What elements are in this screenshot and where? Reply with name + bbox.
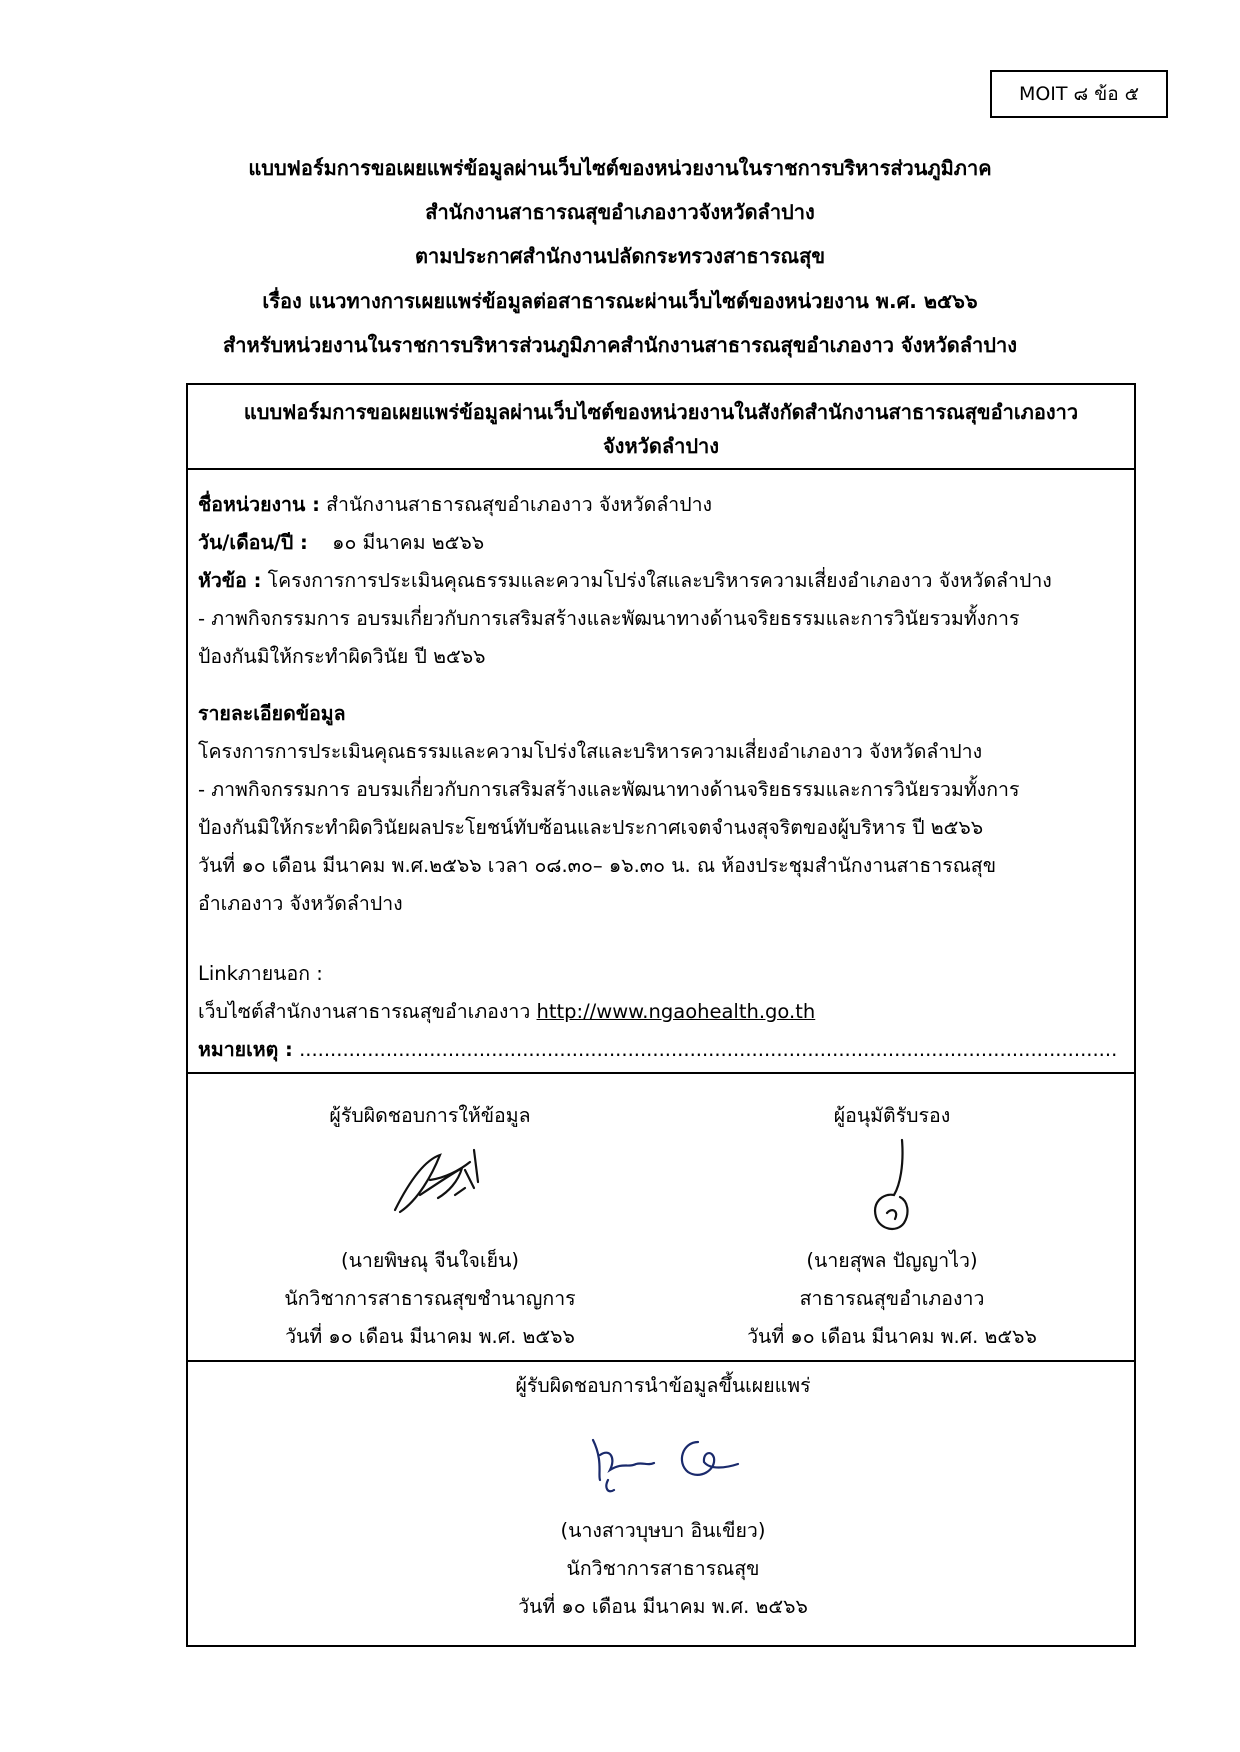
left-signature-image <box>370 1140 510 1230</box>
details-heading <box>198 698 1124 729</box>
note-dots: .................................................................................................................................... <box>299 1038 1118 1061</box>
note-row <box>198 1034 1124 1065</box>
unit-value: สำนักงานสาธารณสุขอำเภองาว จังหวัดลำปาง <box>326 493 713 516</box>
link-label: Linkภายนอก : <box>198 962 323 985</box>
details-line-3: ป้องกันมิให้กระทำผิดวินัยผลประโยชน์ทับซ้อนและประกาศเจตจำนงสุจริตของผู้บริหาร ปี ๒๕๖๖ <box>198 816 984 839</box>
header-title-line-3: ตามประกาศสำนักงานปลัดกระทรวงสาธารณสุข <box>414 244 825 268</box>
left-signer-name: (นายพิษณุ จีนใจเย็น) <box>340 1249 520 1272</box>
signature-block-right <box>672 1080 1112 1360</box>
publisher-name: (นางสาวบุษบา อินเขียว) <box>560 1519 766 1542</box>
signature-block-publisher <box>443 1365 883 1645</box>
details-label: รายละเอียดข้อมูล <box>198 702 346 725</box>
form-title-line-2: จังหวัดลำปาง <box>602 434 720 458</box>
right-signature-image <box>842 1135 942 1240</box>
link-prefix: เว็บไซต์สำนักงานสาธารณสุขอำเภองาว <box>198 1000 531 1023</box>
right-signer-name: (นายสุพล ปัญญาไว) <box>806 1249 978 1272</box>
divider-title <box>188 468 1134 470</box>
request-form-box <box>186 383 1136 1647</box>
details-line-4: วันที่ ๑๐ เดือน มีนาคม พ.ศ.๒๕๖๖ เวลา ๐๘.๓๐– ๑๖.๓๐ น. ณ ห้องประชุมสำนักงานสาธารณสุข <box>198 854 997 877</box>
publisher-position: นักวิชาการสาธารณสุข <box>566 1557 760 1580</box>
date-row <box>198 527 1124 558</box>
publisher-role: ผู้รับผิดชอบการนำข้อมูลขึ้นเผยแพร่ <box>515 1374 811 1397</box>
unit-row <box>198 489 1124 520</box>
header-title-line-1: แบบฟอร์มการขอเผยแพร่ข้อมูลผ่านเว็บไซต์ของหน่วยงานในราชการบริหารส่วนภูมิภาค <box>248 156 992 180</box>
topic-line-3: ป้องกันมิให้กระทำผิดวินัย ปี ๒๕๖๖ <box>198 645 486 668</box>
unit-label: ชื่อหน่วยงาน : <box>198 493 320 516</box>
date-label: วัน/เดือน/ปี : <box>198 531 308 554</box>
right-signer-date: วันที่ ๑๐ เดือน มีนาคม พ.ศ. ๒๕๖๖ <box>747 1325 1037 1348</box>
topic-line-2: - ภาพกิจกรรมการ อบรมเกี่ยวกับการเสริมสร้างและพัฒนาทางด้านจริยธรรมและการวินัยรวมทั้งการ <box>198 607 1020 630</box>
reference-code: MOIT ๘ ข้อ ๕ <box>1018 83 1140 105</box>
header-title-line-2: สำนักงานสาธารณสุขอำเภองาวจังหวัดลำปาง <box>425 200 815 224</box>
left-signer-role: ผู้รับผิดชอบการให้ข้อมูล <box>329 1104 531 1127</box>
website-link[interactable]: http://www.ngaohealth.go.th <box>536 1000 816 1023</box>
topic-label: หัวข้อ : <box>198 569 262 592</box>
divider-publisher <box>188 1360 1134 1362</box>
divider-signatures <box>188 1072 1134 1074</box>
signature-block-left <box>210 1080 650 1360</box>
details-line-1: โครงการการประเมินคุณธรรมและความโปร่งใสและบริหารความเสี่ยงอำเภองาว จังหวัดลำปาง <box>198 740 983 763</box>
right-signer-position: สาธารณสุขอำเภองาว <box>799 1287 985 1310</box>
publisher-date: วันที่ ๑๐ เดือน มีนาคม พ.ศ. ๒๕๖๖ <box>518 1595 808 1618</box>
header-title-line-4: เรื่อง แนวทางการเผยแพร่ข้อมูลต่อสาธารณะผ่านเว็บไซต์ของหน่วยงาน พ.ศ. ๒๕๖๖ <box>262 289 978 313</box>
note-label: หมายเหตุ : <box>198 1038 293 1061</box>
date-value: ๑๐ มีนาคม ๒๕๖๖ <box>332 531 485 554</box>
reference-code-box <box>990 70 1168 118</box>
header-title-line-5: สำหรับหน่วยงานในราชการบริหารส่วนภูมิภาคสำนักงานสาธารณสุขอำเภองาว จังหวัดลำปาง <box>223 333 1017 357</box>
left-signer-position: นักวิชาการสาธารณสุขชำนาญการ <box>284 1287 576 1310</box>
publisher-signature-image <box>578 1420 758 1500</box>
topic-row <box>198 565 1124 596</box>
topic-value: โครงการการประเมินคุณธรรมและความโปร่งใสและบริหารความเสี่ยงอำเภองาว จังหวัดลำปาง <box>267 569 1052 592</box>
left-signer-date: วันที่ ๑๐ เดือน มีนาคม พ.ศ. ๒๕๖๖ <box>285 1325 575 1348</box>
details-line-5: อำเภองาว จังหวัดลำปาง <box>198 892 403 915</box>
link-heading <box>198 958 1124 989</box>
details-line-2: - ภาพกิจกรรมการ อบรมเกี่ยวกับการเสริมสร้างและพัฒนาทางด้านจริยธรรมและการวินัยรวมทั้งการ <box>198 778 1020 801</box>
right-signer-role: ผู้อนุมัติรับรอง <box>833 1104 951 1127</box>
form-title-line-1: แบบฟอร์มการขอเผยแพร่ข้อมูลผ่านเว็บไซต์ของหน่วยงานในสังกัดสำนักงานสาธารณสุขอำเภองาว <box>243 400 1079 424</box>
link-row <box>198 996 1124 1027</box>
